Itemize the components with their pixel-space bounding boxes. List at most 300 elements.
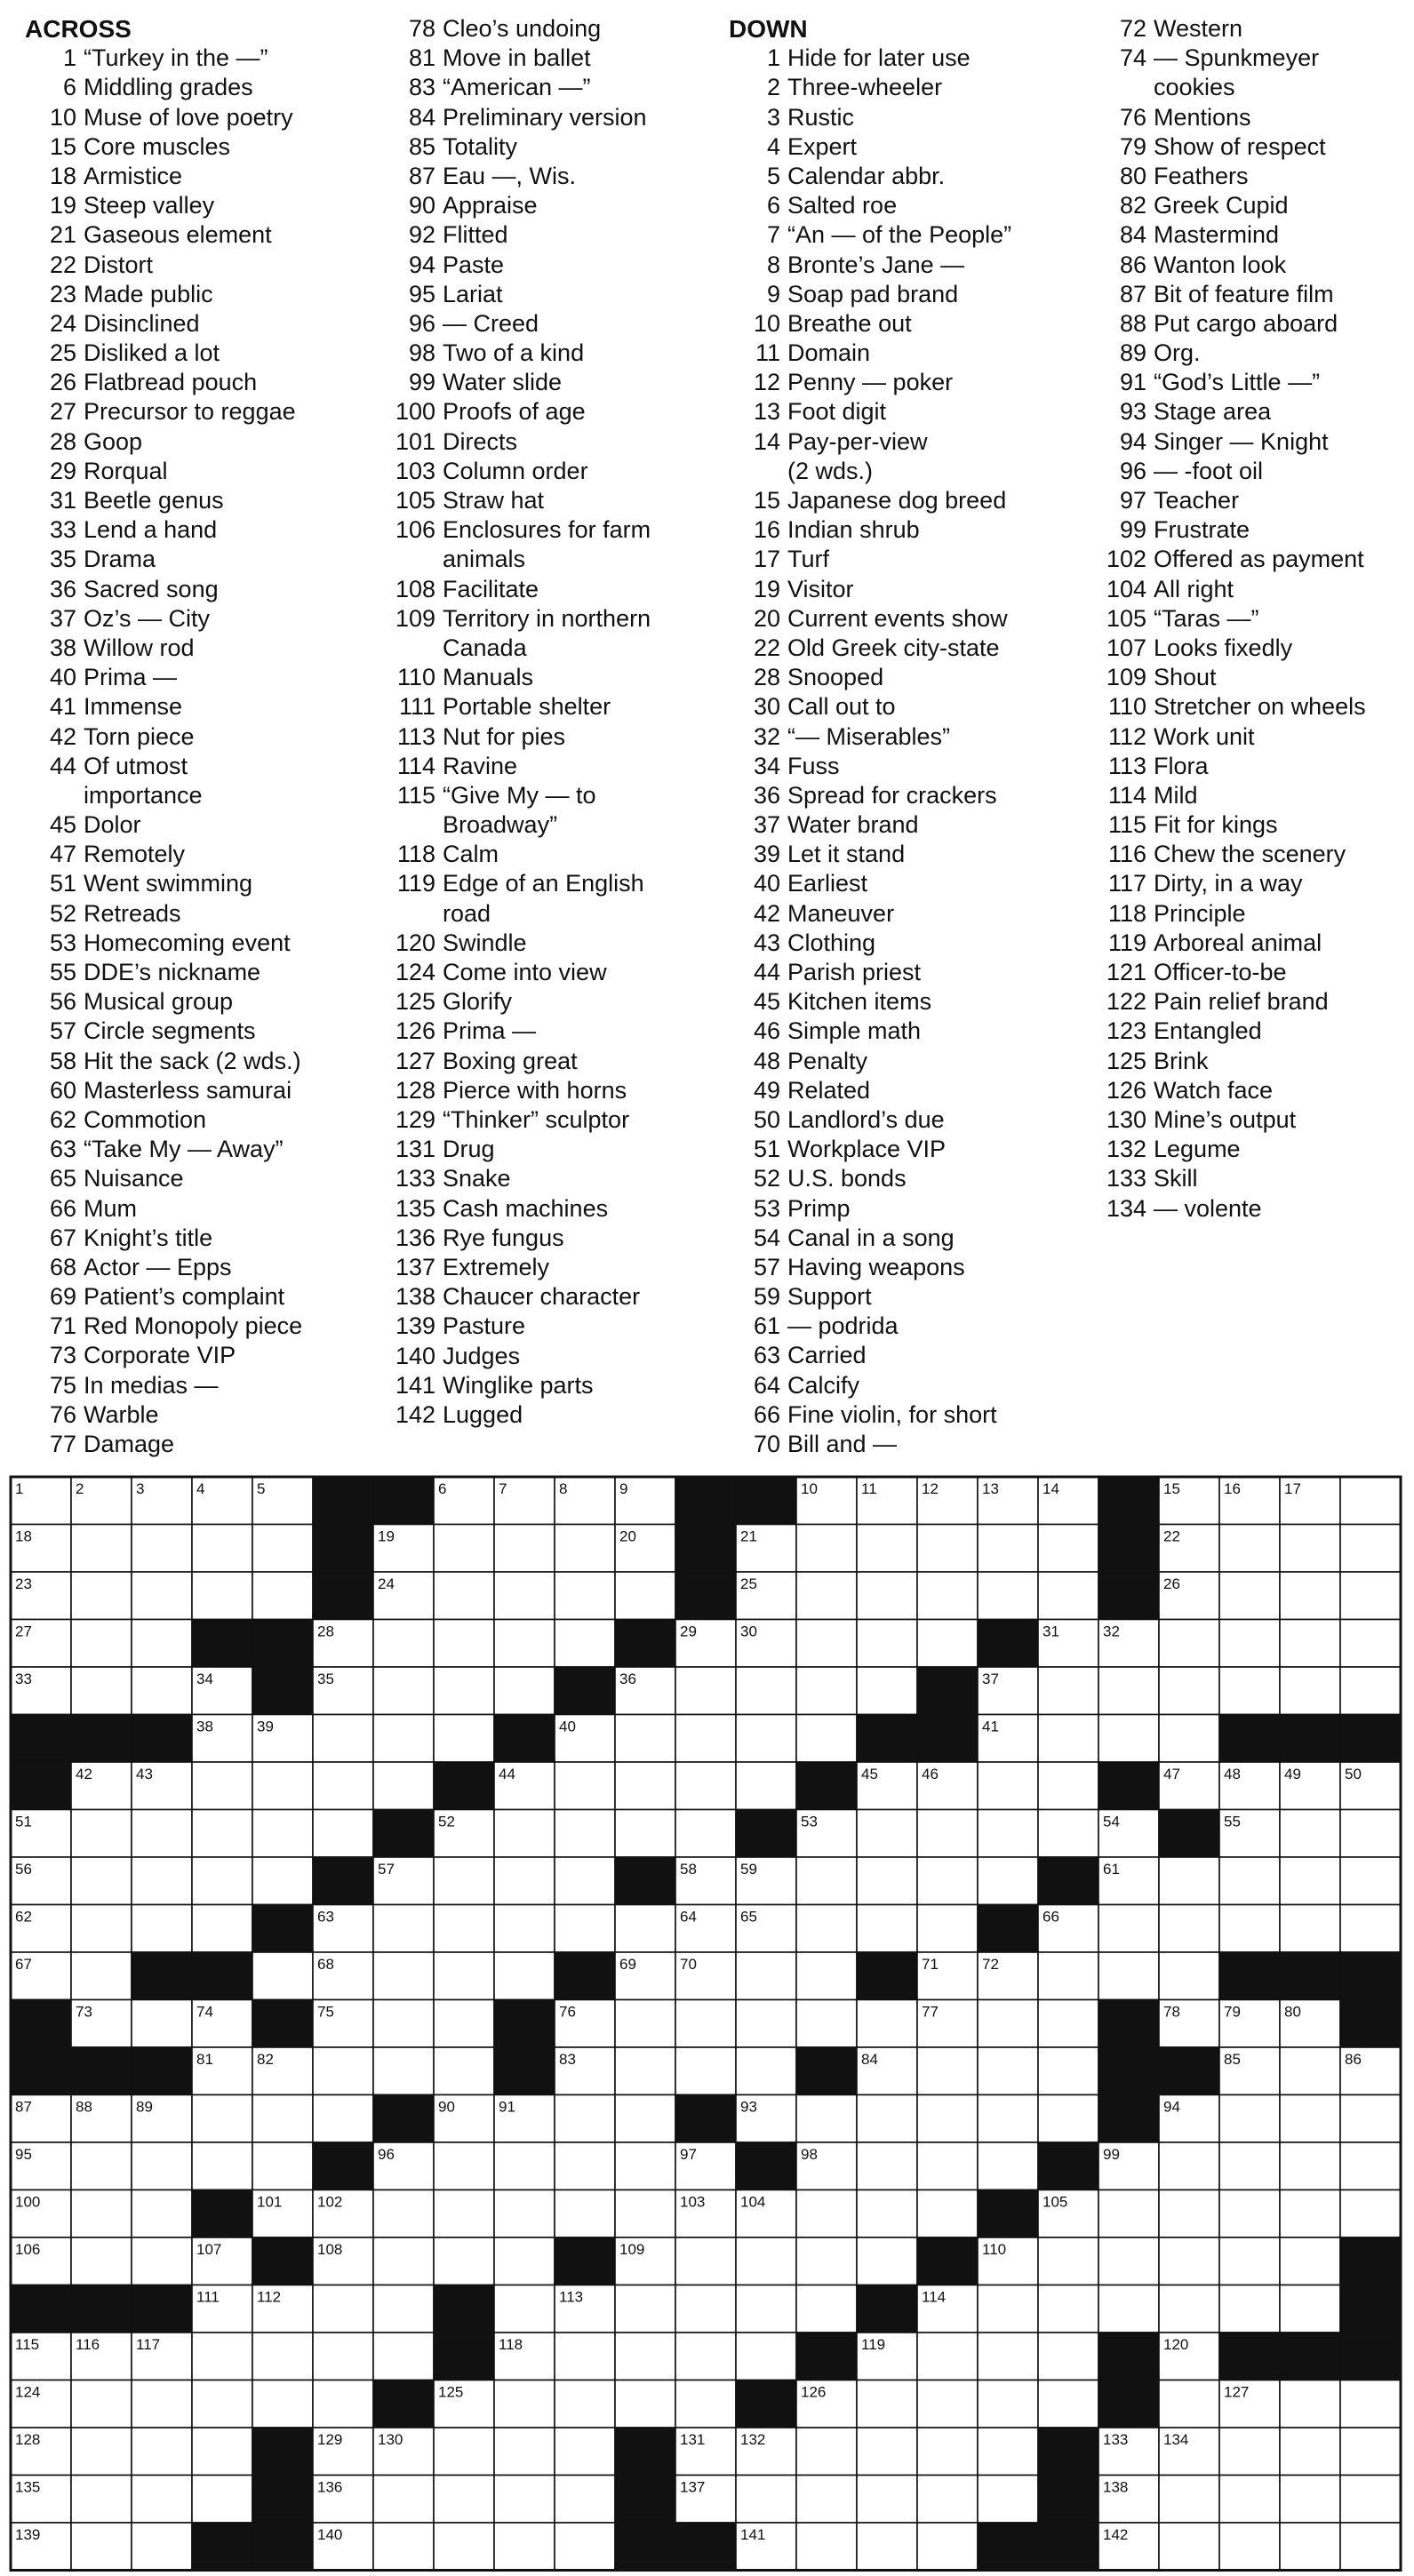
- grid-cell[interactable]: [1159, 2476, 1219, 2524]
- grid-cell[interactable]: [434, 2000, 494, 2048]
- grid-cell[interactable]: [192, 1572, 252, 1620]
- grid-cell[interactable]: [71, 2476, 132, 2524]
- grid-cell[interactable]: [555, 1857, 615, 1905]
- grid-cell[interactable]: [1038, 2095, 1098, 2143]
- grid-cell[interactable]: [373, 1762, 434, 1810]
- grid-cell[interactable]: [252, 1572, 313, 1620]
- grid-cell[interactable]: [1280, 2237, 1340, 2285]
- grid-cell[interactable]: [132, 2000, 192, 2048]
- grid-cell[interactable]: [796, 2285, 857, 2333]
- grid-cell[interactable]: [857, 2095, 917, 2143]
- grid-cell[interactable]: [1280, 1667, 1340, 1715]
- grid-cell[interactable]: [1159, 2190, 1219, 2238]
- grid-cell[interactable]: [71, 2190, 132, 2238]
- grid-cell[interactable]: [1219, 2476, 1280, 2524]
- grid-cell[interactable]: [615, 1905, 675, 1953]
- grid-cell[interactable]: [313, 2333, 373, 2381]
- grid-cell[interactable]: [1038, 1572, 1098, 1620]
- grid-cell[interactable]: [1159, 1905, 1219, 1953]
- grid-cell[interactable]: [615, 1572, 675, 1620]
- grid-cell[interactable]: [675, 2047, 736, 2095]
- grid-cell[interactable]: [1280, 1905, 1340, 1953]
- grid-cell[interactable]: [736, 1667, 796, 1715]
- grid-cell[interactable]: [1340, 1477, 1401, 1525]
- grid-cell[interactable]: [1280, 2428, 1340, 2476]
- grid-cell[interactable]: [857, 1667, 917, 1715]
- grid-cell[interactable]: [857, 2428, 917, 2476]
- grid-cell[interactable]: [796, 1572, 857, 1620]
- grid-cell[interactable]: [675, 2333, 736, 2381]
- grid-cell[interactable]: [373, 2523, 434, 2571]
- grid-cell[interactable]: [675, 1762, 736, 1810]
- grid-cell[interactable]: [736, 2237, 796, 2285]
- grid-cell[interactable]: [555, 2381, 615, 2428]
- grid-cell[interactable]: [917, 2095, 978, 2143]
- grid-cell[interactable]: [132, 1667, 192, 1715]
- grid-cell[interactable]: [796, 1715, 857, 1763]
- grid-cell[interactable]: [1159, 1667, 1219, 1715]
- grid-cell[interactable]: [494, 1525, 555, 1573]
- grid-cell[interactable]: [615, 2095, 675, 2143]
- grid-cell[interactable]: [978, 1572, 1038, 1620]
- grid-cell[interactable]: [978, 2381, 1038, 2428]
- grid-cell[interactable]: [494, 1620, 555, 1668]
- grid-cell[interactable]: [132, 1810, 192, 1858]
- grid-cell[interactable]: [434, 1952, 494, 2000]
- grid-cell[interactable]: [494, 1857, 555, 1905]
- grid-cell[interactable]: [978, 2095, 1038, 2143]
- grid-cell[interactable]: [917, 2523, 978, 2571]
- grid-cell[interactable]: [252, 1810, 313, 1858]
- grid-cell[interactable]: [1038, 1952, 1098, 2000]
- grid-cell[interactable]: [494, 2476, 555, 2524]
- grid-cell[interactable]: [736, 2333, 796, 2381]
- grid-cell[interactable]: [1340, 2381, 1401, 2428]
- grid-cell[interactable]: [1159, 2523, 1219, 2571]
- grid-cell[interactable]: [1340, 1667, 1401, 1715]
- grid-cell[interactable]: [1038, 1810, 1098, 1858]
- clue-text: Hide for later use: [787, 44, 971, 72]
- grid-cell[interactable]: [434, 2047, 494, 2095]
- grid-cell[interactable]: [555, 1620, 615, 1668]
- grid-cell[interactable]: [252, 2381, 313, 2428]
- grid-cell[interactable]: [1340, 2190, 1401, 2238]
- grid-cell[interactable]: [132, 2476, 192, 2524]
- grid-cell[interactable]: [373, 1952, 434, 2000]
- grid-cell[interactable]: [1159, 1857, 1219, 1905]
- grid-cell[interactable]: [555, 2095, 615, 2143]
- grid-cell[interactable]: [373, 2047, 434, 2095]
- grid-cell[interactable]: [434, 2428, 494, 2476]
- grid-cell[interactable]: [1038, 2237, 1098, 2285]
- grid-cell[interactable]: [796, 1525, 857, 1573]
- grid-cell[interactable]: [1038, 1667, 1098, 1715]
- grid-cell[interactable]: [1038, 2047, 1098, 2095]
- grid-cell[interactable]: [1219, 1572, 1280, 1620]
- grid-cell[interactable]: [132, 2381, 192, 2428]
- grid-cell[interactable]: [978, 1762, 1038, 1810]
- grid-cell[interactable]: [71, 1620, 132, 1668]
- grid-cell[interactable]: [615, 2381, 675, 2428]
- grid-cell[interactable]: [917, 1857, 978, 1905]
- grid-cell[interactable]: [313, 2285, 373, 2333]
- grid-cell[interactable]: [1219, 2095, 1280, 2143]
- grid-cell[interactable]: [1280, 2523, 1340, 2571]
- grid-cell[interactable]: [1280, 2381, 1340, 2428]
- grid-cell[interactable]: [1340, 1620, 1401, 1668]
- grid-cell[interactable]: [1219, 1620, 1280, 1668]
- grid-cell[interactable]: [1159, 1952, 1219, 2000]
- grid-cell[interactable]: [494, 1572, 555, 1620]
- grid-cell[interactable]: [252, 2333, 313, 2381]
- grid-cell[interactable]: [1038, 2333, 1098, 2381]
- grid-cell[interactable]: [615, 1762, 675, 1810]
- grid-cell[interactable]: [1098, 1952, 1159, 2000]
- grid-cell[interactable]: [796, 1667, 857, 1715]
- grid-cell[interactable]: [615, 2285, 675, 2333]
- grid-cell[interactable]: [192, 2381, 252, 2428]
- grid-cell[interactable]: [373, 2333, 434, 2381]
- grid-cell[interactable]: [1340, 1857, 1401, 1905]
- grid-cell[interactable]: [978, 2047, 1038, 2095]
- grid-cell[interactable]: [1038, 1715, 1098, 1763]
- grid-cell[interactable]: [796, 2237, 857, 2285]
- grid-cell[interactable]: [1280, 2285, 1340, 2333]
- grid-cell[interactable]: [675, 2237, 736, 2285]
- grid-cell[interactable]: [132, 1572, 192, 1620]
- crossword-grid[interactable]: [9, 1475, 1402, 2572]
- grid-cell[interactable]: [857, 2142, 917, 2190]
- grid-cell[interactable]: [978, 1525, 1038, 1573]
- grid-cell[interactable]: [978, 1857, 1038, 1905]
- grid-cell[interactable]: [192, 1857, 252, 1905]
- grid-cell[interactable]: [1340, 2095, 1401, 2143]
- grid-cell[interactable]: [796, 2190, 857, 2238]
- grid-cell[interactable]: [1219, 1857, 1280, 1905]
- grid-cell[interactable]: [615, 2000, 675, 2048]
- grid-cell[interactable]: [1219, 1905, 1280, 1953]
- grid-cell[interactable]: [71, 1667, 132, 1715]
- grid-cell[interactable]: [1280, 1572, 1340, 1620]
- grid-cell[interactable]: [1340, 1525, 1401, 1573]
- grid-cell[interactable]: [1098, 1667, 1159, 1715]
- grid-cell[interactable]: [555, 1762, 615, 1810]
- grid-cell[interactable]: [1340, 2428, 1401, 2476]
- grid-cell[interactable]: [1280, 1810, 1340, 1858]
- grid-cell[interactable]: [313, 2095, 373, 2143]
- grid-cell[interactable]: [1159, 2142, 1219, 2190]
- grid-cell[interactable]: [978, 2000, 1038, 2048]
- grid-cell[interactable]: [1038, 2285, 1098, 2333]
- grid-cell[interactable]: [555, 2333, 615, 2381]
- grid-cell[interactable]: [796, 2000, 857, 2048]
- grid-cell[interactable]: [1280, 1525, 1340, 1573]
- grid-cell[interactable]: [71, 1857, 132, 1905]
- grid-cell[interactable]: [1219, 2237, 1280, 2285]
- grid-cell[interactable]: [1219, 1525, 1280, 1573]
- grid-cell[interactable]: [252, 2142, 313, 2190]
- grid-cell[interactable]: [132, 1525, 192, 1573]
- grid-cell[interactable]: [313, 1810, 373, 1858]
- grid-cell[interactable]: [1159, 1620, 1219, 1668]
- grid-cell[interactable]: [132, 2428, 192, 2476]
- grid-cell[interactable]: [555, 2476, 615, 2524]
- grid-cell[interactable]: [494, 2142, 555, 2190]
- grid-cell[interactable]: [917, 2142, 978, 2190]
- grid-cell[interactable]: [1340, 1572, 1401, 1620]
- grid-cell[interactable]: [555, 1905, 615, 1953]
- grid-cell[interactable]: [917, 1620, 978, 1668]
- grid-cell[interactable]: [1280, 2142, 1340, 2190]
- grid-cell[interactable]: [313, 1762, 373, 1810]
- grid-cell[interactable]: [132, 1620, 192, 1668]
- grid-cell[interactable]: [494, 2523, 555, 2571]
- grid-cell[interactable]: [1219, 2285, 1280, 2333]
- grid-cell[interactable]: [1219, 2190, 1280, 2238]
- grid-cell[interactable]: [615, 1715, 675, 1763]
- grid-cell[interactable]: [857, 1810, 917, 1858]
- grid-cell[interactable]: [71, 1525, 132, 1573]
- grid-cell[interactable]: [1038, 2000, 1098, 2048]
- grid-cell[interactable]: [132, 2237, 192, 2285]
- grid-cell[interactable]: [917, 2381, 978, 2428]
- grid-cell[interactable]: [71, 1572, 132, 1620]
- grid-cell[interactable]: [736, 1762, 796, 1810]
- grid-cell[interactable]: [796, 2476, 857, 2524]
- grid-cell[interactable]: [373, 1667, 434, 1715]
- grid-cell[interactable]: [192, 1525, 252, 1573]
- grid-cell[interactable]: [857, 1525, 917, 1573]
- grid-cell[interactable]: [373, 1620, 434, 1668]
- grid-cell[interactable]: [252, 1952, 313, 2000]
- grid-cell[interactable]: [736, 2285, 796, 2333]
- grid-cell[interactable]: [373, 2190, 434, 2238]
- grid-cell[interactable]: [615, 2333, 675, 2381]
- grid-cell[interactable]: [434, 1572, 494, 1620]
- grid-cell[interactable]: [1038, 2381, 1098, 2428]
- grid-cell[interactable]: [615, 2047, 675, 2095]
- grid-cell[interactable]: [796, 1620, 857, 1668]
- grid-cell[interactable]: [192, 2142, 252, 2190]
- grid-cell[interactable]: [1280, 1857, 1340, 1905]
- grid-cell[interactable]: [675, 2000, 736, 2048]
- grid-cell[interactable]: [1280, 2047, 1340, 2095]
- grid-cell[interactable]: [1340, 2142, 1401, 2190]
- grid-cell[interactable]: [373, 1905, 434, 1953]
- grid-cell[interactable]: [1098, 1715, 1159, 1763]
- grid-cell[interactable]: [373, 2000, 434, 2048]
- grid-cell[interactable]: [675, 1667, 736, 1715]
- grid-cell[interactable]: [736, 2000, 796, 2048]
- grid-cell[interactable]: [192, 2476, 252, 2524]
- grid-cell[interactable]: [917, 2190, 978, 2238]
- grid-cell[interactable]: [1340, 1905, 1401, 1953]
- grid-cell[interactable]: [71, 1952, 132, 2000]
- grid-cell[interactable]: [494, 2237, 555, 2285]
- grid-cell[interactable]: [1280, 2476, 1340, 2524]
- grid-cell[interactable]: [192, 2333, 252, 2381]
- grid-cell[interactable]: [1219, 2142, 1280, 2190]
- grid-cell[interactable]: [494, 1952, 555, 2000]
- grid-cell[interactable]: [1340, 2523, 1401, 2571]
- grid-cell[interactable]: [434, 2237, 494, 2285]
- grid-cell[interactable]: [917, 2476, 978, 2524]
- grid-cell[interactable]: [615, 1810, 675, 1858]
- grid-cell[interactable]: [434, 2142, 494, 2190]
- grid-cell[interactable]: [434, 2523, 494, 2571]
- grid-cell[interactable]: [796, 2428, 857, 2476]
- grid-cell[interactable]: [917, 2428, 978, 2476]
- grid-cell[interactable]: [978, 1810, 1038, 1858]
- grid-cell[interactable]: [1340, 1810, 1401, 1858]
- grid-cell[interactable]: [494, 1667, 555, 1715]
- grid-cell[interactable]: [978, 2142, 1038, 2190]
- grid-cell[interactable]: [192, 2428, 252, 2476]
- grid-cell[interactable]: [857, 1857, 917, 1905]
- grid-cell[interactable]: [796, 1905, 857, 1953]
- grid-cell[interactable]: [1280, 1620, 1340, 1668]
- grid-cell[interactable]: [1098, 1905, 1159, 1953]
- grid-cell[interactable]: [71, 2142, 132, 2190]
- grid-cell[interactable]: [736, 1952, 796, 2000]
- grid-cell[interactable]: [555, 1810, 615, 1858]
- grid-cell[interactable]: [132, 2142, 192, 2190]
- grid-cell[interactable]: [857, 2237, 917, 2285]
- grid-cell[interactable]: [1159, 2285, 1219, 2333]
- grid-cell[interactable]: [1098, 2285, 1159, 2333]
- grid-cell[interactable]: [132, 1857, 192, 1905]
- grid-cell[interactable]: [917, 1905, 978, 1953]
- grid-cell[interactable]: [978, 2428, 1038, 2476]
- grid-cell[interactable]: [71, 2428, 132, 2476]
- grid-cell[interactable]: [434, 2476, 494, 2524]
- grid-cell[interactable]: [1159, 2381, 1219, 2428]
- grid-cell[interactable]: [1219, 1667, 1280, 1715]
- grid-cell[interactable]: [71, 2381, 132, 2428]
- grid-cell[interactable]: [917, 2047, 978, 2095]
- grid-cell[interactable]: [192, 1810, 252, 1858]
- grid-cell[interactable]: [1038, 1525, 1098, 1573]
- grid-cell[interactable]: [978, 2476, 1038, 2524]
- grid-cell[interactable]: [494, 2428, 555, 2476]
- grid-cell[interactable]: [857, 2190, 917, 2238]
- grid-cell[interactable]: [1280, 2095, 1340, 2143]
- grid-cell[interactable]: [555, 2190, 615, 2238]
- grid-cell[interactable]: [978, 2285, 1038, 2333]
- grid-cell[interactable]: [555, 2428, 615, 2476]
- grid-cell[interactable]: [192, 2095, 252, 2143]
- grid-cell[interactable]: [796, 1857, 857, 1905]
- grid-cell[interactable]: [675, 1715, 736, 1763]
- grid-cell[interactable]: [252, 2095, 313, 2143]
- grid-cell[interactable]: [857, 1620, 917, 1668]
- across-clue: [14, 1047, 387, 1076]
- grid-cell[interactable]: [917, 2333, 978, 2381]
- grid-cell[interactable]: [1159, 1715, 1219, 1763]
- grid-cell[interactable]: [736, 2047, 796, 2095]
- grid-cell[interactable]: [1340, 2476, 1401, 2524]
- grid-cell[interactable]: [917, 1810, 978, 1858]
- grid-cell[interactable]: [555, 2142, 615, 2190]
- grid-cell[interactable]: [132, 1905, 192, 1953]
- grid-cell[interactable]: [1038, 1762, 1098, 1810]
- grid-cell[interactable]: [857, 2476, 917, 2524]
- grid-cell[interactable]: [494, 1905, 555, 1953]
- grid-cell[interactable]: [71, 1810, 132, 1858]
- grid-cell[interactable]: [1219, 2523, 1280, 2571]
- grid-cell[interactable]: [494, 2190, 555, 2238]
- grid-cell[interactable]: [252, 1857, 313, 1905]
- grid-cell[interactable]: [192, 1905, 252, 1953]
- grid-cell[interactable]: [736, 1715, 796, 1763]
- grid-cell[interactable]: [555, 2523, 615, 2571]
- grid-cell[interactable]: [132, 2523, 192, 2571]
- grid-cell[interactable]: [615, 2142, 675, 2190]
- grid-cell[interactable]: [434, 2190, 494, 2238]
- grid-cell[interactable]: [71, 1905, 132, 1953]
- grid-cell[interactable]: [917, 1525, 978, 1573]
- grid-cell[interactable]: [796, 2523, 857, 2571]
- grid-cell[interactable]: [494, 2381, 555, 2428]
- grid-cell[interactable]: [857, 2000, 917, 2048]
- grid-cell[interactable]: [373, 2237, 434, 2285]
- grid-cell[interactable]: [71, 2523, 132, 2571]
- grid-cell[interactable]: [192, 1762, 252, 1810]
- grid-cell[interactable]: [978, 2333, 1038, 2381]
- grid-cell[interactable]: [1280, 2190, 1340, 2238]
- grid-cell[interactable]: [494, 1810, 555, 1858]
- grid-cell[interactable]: [1098, 2237, 1159, 2285]
- grid-cell[interactable]: [494, 2285, 555, 2333]
- grid-cell[interactable]: [675, 1810, 736, 1858]
- grid-cell[interactable]: [736, 2476, 796, 2524]
- grid-cell[interactable]: [675, 2285, 736, 2333]
- grid-cell[interactable]: [313, 1715, 373, 1763]
- grid-cell[interactable]: [373, 1715, 434, 1763]
- grid-cell[interactable]: [434, 1905, 494, 1953]
- grid-cell[interactable]: [434, 1857, 494, 1905]
- grid-cell[interactable]: [675, 2381, 736, 2428]
- grid-cell[interactable]: [373, 2285, 434, 2333]
- clue-text: Facilitate: [443, 575, 539, 602]
- grid-cell[interactable]: [434, 1715, 494, 1763]
- grid-cell[interactable]: [555, 1525, 615, 1573]
- grid-cell[interactable]: [857, 2381, 917, 2428]
- grid-cell[interactable]: [1159, 2237, 1219, 2285]
- grid-cell[interactable]: [71, 2237, 132, 2285]
- grid-cell[interactable]: [615, 2190, 675, 2238]
- grid-cell[interactable]: [857, 2523, 917, 2571]
- grid-cell[interactable]: [1219, 2428, 1280, 2476]
- grid-cell[interactable]: [373, 2476, 434, 2524]
- grid-cell[interactable]: [857, 1572, 917, 1620]
- grid-cell[interactable]: [434, 1525, 494, 1573]
- grid-cell[interactable]: [796, 1952, 857, 2000]
- grid-cell[interactable]: [313, 2047, 373, 2095]
- grid-cell[interactable]: [1098, 2190, 1159, 2238]
- grid-cell[interactable]: [434, 1620, 494, 1668]
- grid-cell[interactable]: [252, 1525, 313, 1573]
- grid-cell[interactable]: [252, 1762, 313, 1810]
- black-square: [796, 2333, 857, 2381]
- grid-cell[interactable]: [434, 1667, 494, 1715]
- grid-cell[interactable]: [313, 2381, 373, 2428]
- grid-cell[interactable]: [132, 2190, 192, 2238]
- grid-cell[interactable]: [555, 1572, 615, 1620]
- grid-cell[interactable]: [917, 1572, 978, 1620]
- grid-cell[interactable]: [857, 1905, 917, 1953]
- grid-cell[interactable]: [796, 2095, 857, 2143]
